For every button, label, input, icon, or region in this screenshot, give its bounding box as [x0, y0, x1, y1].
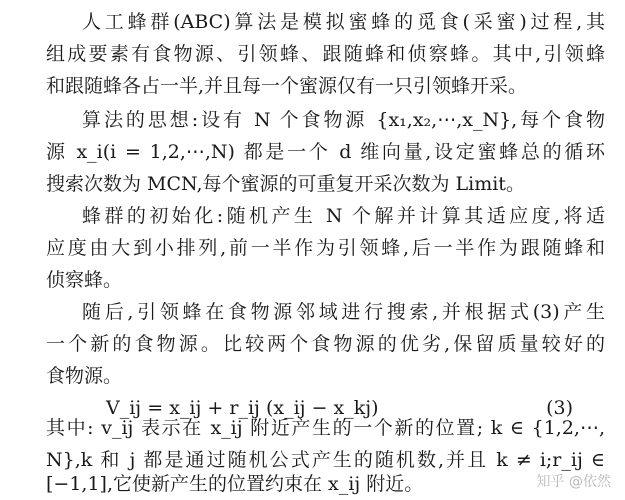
paragraph-line: 食物源。 — [46, 365, 123, 387]
paragraph-line: 蜂群的初始化:随机产生 N 个解并计算其适应度,将适 — [82, 205, 605, 227]
equation-number: (3) — [546, 397, 573, 419]
paragraph-line: 和跟随蜂各占一半,并且每一个蜜源仅有一只引领蜂开采。 — [46, 75, 528, 97]
paragraph-line: 组成要素有食物源、引领蜂、跟随蜂和侦察蜂。其中,引领蜂 — [46, 43, 605, 65]
watermark: 知乎 @依然 — [536, 474, 611, 490]
paragraph-line: [−1,1],它使新产生的位置约束在 x_ij 附近。 — [46, 473, 424, 495]
equation: V_ij = x_ij + r_ij (x_ij − x_kj) — [106, 397, 379, 419]
paragraph-line: 其中: v_ij 表示在 x_ij 附近产生的一个新的位置; k ∈ {1,2,⋯, — [46, 417, 605, 439]
paragraph-line: 侦察蜂。 — [46, 269, 123, 291]
paragraph-line: 随后,引领蜂在食物源邻域进行搜索,并根据式(3)产生 — [82, 301, 605, 323]
paragraph-line: 搜索次数为 MCN,每个蜜源的可重复开采次数为 Limit。 — [46, 173, 525, 195]
paragraph-line: N},k 和 j 都是通过随机公式产生的随机数,并且 k ≠ i;r_ij ∈ — [46, 449, 605, 471]
paragraph-line: 应度由大到小排列,前一半作为引领蜂,后一半作为跟随蜂和 — [46, 237, 605, 259]
paragraph-line: 一个新的食物源。比较两个食物源的优劣,保留质量较好的 — [46, 333, 605, 355]
paragraph-line: 算法的思想:设有 N 个食物源 {x₁,x₂,⋯,x_N},每个食物 — [82, 109, 605, 131]
paragraph-line: 源 x_i(i = 1,2,⋯,N) 都是一个 d 维向量,设定蜜蜂总的循环 — [46, 141, 605, 163]
paragraph-line: 人工蜂群(ABC)算法是模拟蜜蜂的觅食(采蜜)过程,其 — [82, 11, 605, 33]
